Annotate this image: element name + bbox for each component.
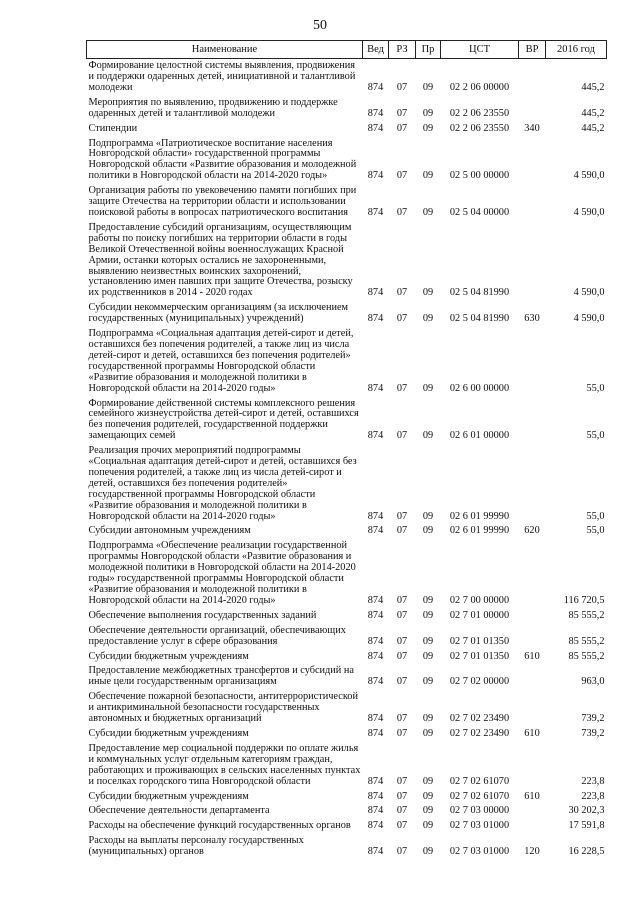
row-name: Обеспечение деятельности департамента xyxy=(88,805,270,817)
row-amount: 4 590,0 xyxy=(573,287,605,299)
table-row xyxy=(87,609,607,624)
row-rz: 07 xyxy=(396,713,408,725)
table-row xyxy=(87,804,607,819)
row-ved: 874 xyxy=(367,727,384,739)
row-name: Подпрограмма «Социальная адаптация детей-сирот и детей, оставшихся без попечения родителей, а также лиц из числа детей-сирот и детей, оставшихся без попечения родителей» государственной программы Новгородской области «Развитие образования и молодежной политики в Новгородской области на 2014-2020 годы» xyxy=(88,328,354,394)
row-cst: 02 7 01 00000 xyxy=(449,609,510,621)
row-rz: 07 xyxy=(396,820,408,832)
row-cst: 02 6 01 00000 xyxy=(449,430,510,442)
row-amount: 445,2 xyxy=(581,107,605,119)
row-amount: 4 590,0 xyxy=(573,207,605,218)
table-row xyxy=(87,397,607,445)
row-name: Обеспечение выполнения государственных заданий xyxy=(88,609,317,621)
row-vr: 630 xyxy=(524,313,540,325)
row-rz: 07 xyxy=(396,635,408,647)
row-vr: 120 xyxy=(524,846,540,858)
row-rz: 07 xyxy=(396,650,408,662)
row-rz: 07 xyxy=(396,313,408,325)
row-pr: 09 xyxy=(422,207,434,218)
row-vr: 610 xyxy=(524,790,540,802)
row-amount: 30 202,3 xyxy=(568,805,605,817)
header-rz: РЗ xyxy=(389,41,416,59)
table-row xyxy=(87,444,607,524)
row-pr: 09 xyxy=(422,170,434,182)
row-cst: 02 7 02 23490 xyxy=(449,727,510,739)
row-cst: 02 5 04 81990 xyxy=(449,313,510,325)
row-name: Субсидии бюджетным учреждениям xyxy=(88,727,249,739)
row-amount: 4 590,0 xyxy=(573,170,605,182)
row-amount: 445,2 xyxy=(581,81,605,93)
row-ved: 874 xyxy=(367,609,384,621)
row-vr xyxy=(519,690,546,727)
row-cst: 02 7 00 00000 xyxy=(449,594,510,606)
row-pr: 09 xyxy=(422,525,434,537)
row-rz: 07 xyxy=(396,594,408,606)
row-rz: 07 xyxy=(396,775,408,787)
table-row xyxy=(87,327,607,396)
row-name: Расходы на выплаты персоналу государственных (муниципальных) органов xyxy=(88,835,304,858)
row-rz: 07 xyxy=(396,170,408,182)
row-vr: 610 xyxy=(524,650,540,662)
row-name: Расходы на обеспечение функций государственных органов xyxy=(88,820,351,832)
row-vr xyxy=(519,819,546,834)
row-name: Стипендии xyxy=(88,122,138,134)
row-rz: 07 xyxy=(396,805,408,817)
row-amount: 739,2 xyxy=(581,713,605,725)
row-name: Реализация прочих мероприятий подпрограммы «Социальная адаптация детей-сирот и детей, оставшихся без попечения родителей, а также лиц из числа детей-сирот и детей, оставшихся без попечения родителей» государственной программы Новгородской области «Развитие образования и молодежной политики в Новгородской области на 2014-2020 годы» xyxy=(88,445,357,522)
row-amount: 4 590,0 xyxy=(573,313,605,325)
row-ved: 874 xyxy=(367,676,384,688)
row-amount: 17 591,8 xyxy=(568,820,605,832)
table-row xyxy=(87,819,607,834)
table-row xyxy=(87,96,607,122)
row-ved: 874 xyxy=(367,382,384,394)
row-pr: 09 xyxy=(422,727,434,739)
row-name: Подпрограмма «Патриотическое воспитание населения Новгородской области» государственной программы Новгородской области «Развитие образования и молодежной политики в Новгородской области на 2014-2020 годы» xyxy=(88,137,357,182)
row-pr: 09 xyxy=(422,287,434,299)
row-cst: 02 5 04 00000 xyxy=(449,207,510,218)
row-ved: 874 xyxy=(367,846,384,858)
row-rz: 07 xyxy=(396,122,408,134)
table-row xyxy=(87,184,607,221)
row-ved: 874 xyxy=(367,650,384,662)
header-year: 2016 год xyxy=(546,41,607,59)
row-name: Предоставление субсидий организациям, осуществляющим работы по поиску погибших на территории области в годы Великой Отечественной войны военнослужащих Красной Армии, останки которых остались не захороненными, выявлению неизвестных воинских захоронений, установлению имен павших при защите Отечества, розыску их родственников в 2014 - 2020 годах xyxy=(88,221,353,299)
table-row xyxy=(87,664,607,690)
row-vr: 340 xyxy=(524,122,540,134)
row-amount: 55,0 xyxy=(586,525,605,537)
row-ved: 874 xyxy=(367,207,384,218)
row-amount: 55,0 xyxy=(586,382,605,394)
row-name: Формирование целостной системы выявления, продвижения и поддержки одаренных детей, инициативной и талантливой молодежи xyxy=(88,60,356,93)
row-ved: 874 xyxy=(367,713,384,725)
row-pr: 09 xyxy=(422,107,434,119)
row-cst: 02 7 01 01350 xyxy=(449,635,510,647)
table-row xyxy=(87,301,607,327)
table-row xyxy=(87,790,607,805)
row-amount: 445,2 xyxy=(581,122,605,134)
row-name: Субсидии некоммерческим организациям (за исключением государственных (муниципальных) учреждений) xyxy=(88,302,349,325)
table-row xyxy=(87,221,607,301)
header-cst: ЦСТ xyxy=(441,41,519,59)
row-cst: 02 2 06 23550 xyxy=(449,122,510,134)
row-cst: 02 6 00 00000 xyxy=(449,382,510,394)
row-cst: 02 7 02 61070 xyxy=(449,775,510,787)
row-cst: 02 7 01 01350 xyxy=(449,650,510,662)
row-amount: 739,2 xyxy=(581,727,605,739)
row-pr: 09 xyxy=(422,313,434,325)
row-pr: 09 xyxy=(422,510,434,522)
header-vr: ВР xyxy=(519,41,546,59)
table-row xyxy=(87,650,607,665)
row-pr: 09 xyxy=(422,635,434,647)
row-name: Обеспечение деятельности организаций, обеспечивающих предоставление услуг в сфере образования xyxy=(88,624,346,647)
row-pr: 09 xyxy=(422,790,434,802)
row-rz: 07 xyxy=(396,609,408,621)
row-cst: 02 7 03 01000 xyxy=(449,820,510,832)
row-vr xyxy=(519,221,546,301)
row-rz: 07 xyxy=(396,510,408,522)
table-row xyxy=(87,690,607,727)
row-cst: 02 7 02 23490 xyxy=(449,713,510,725)
row-rz: 07 xyxy=(396,430,408,442)
row-ved: 874 xyxy=(367,525,384,537)
row-amount: 55,0 xyxy=(586,430,605,442)
row-vr xyxy=(519,137,546,185)
row-vr xyxy=(519,624,546,650)
row-vr xyxy=(519,59,546,96)
row-ved: 874 xyxy=(367,510,384,522)
row-rz: 07 xyxy=(396,525,408,537)
row-amount: 116 720,5 xyxy=(563,594,605,606)
row-ved: 874 xyxy=(367,313,384,325)
row-name: Субсидии автономным учреждениям xyxy=(88,525,251,537)
row-cst: 02 2 06 00000 xyxy=(449,81,510,93)
row-vr xyxy=(519,609,546,624)
row-pr: 09 xyxy=(422,676,434,688)
row-ved: 874 xyxy=(367,594,384,606)
row-vr xyxy=(519,327,546,396)
row-ved: 874 xyxy=(367,107,384,119)
row-rz: 07 xyxy=(396,846,408,858)
table-row xyxy=(87,137,607,185)
row-ved: 874 xyxy=(367,170,384,182)
row-vr xyxy=(519,184,546,221)
row-name: Организация работы по увековечению памяти погибших при защите Отечества на территории области и использовании поисковой работы в вопросах патриотического воспитания xyxy=(88,185,357,218)
row-vr xyxy=(519,96,546,122)
header-ved: Вед xyxy=(363,41,389,59)
row-cst: 02 7 02 61070 xyxy=(449,790,510,802)
table-row xyxy=(87,122,607,137)
row-pr: 09 xyxy=(422,382,434,394)
row-ved: 874 xyxy=(367,820,384,832)
row-pr: 09 xyxy=(422,650,434,662)
row-ved: 874 xyxy=(367,122,384,134)
row-ved: 874 xyxy=(367,790,384,802)
row-cst: 02 7 02 00000 xyxy=(449,676,510,688)
row-rz: 07 xyxy=(396,107,408,119)
row-pr: 09 xyxy=(422,846,434,858)
row-rz: 07 xyxy=(396,790,408,802)
row-vr xyxy=(519,444,546,524)
row-pr: 09 xyxy=(422,820,434,832)
row-pr: 09 xyxy=(422,594,434,606)
row-name: Субсидии бюджетным учреждениям xyxy=(88,650,249,662)
header-pr: Пр xyxy=(416,41,441,59)
row-cst: 02 6 01 99990 xyxy=(449,510,510,522)
row-amount: 963,0 xyxy=(581,676,605,688)
row-vr xyxy=(519,397,546,445)
header-name: Наименование xyxy=(87,41,363,59)
row-vr: 620 xyxy=(524,525,540,537)
row-pr: 09 xyxy=(422,430,434,442)
row-vr xyxy=(519,539,546,608)
row-rz: 07 xyxy=(396,727,408,739)
row-pr: 09 xyxy=(422,713,434,725)
row-ved: 874 xyxy=(367,81,384,93)
row-cst: 02 2 06 23550 xyxy=(449,107,510,119)
row-pr: 09 xyxy=(422,805,434,817)
row-cst: 02 5 04 81990 xyxy=(449,287,510,299)
table-body xyxy=(87,59,607,860)
row-ved: 874 xyxy=(367,430,384,442)
row-pr: 09 xyxy=(422,775,434,787)
row-name: Подпрограмма «Обеспечение реализации государственной программы Новгородской области «Развитие образования и молодежной политики в Новгородской области на 2014-2020 годы» государственной программы Новгородской области «Развитие образования и молодежной политики в Новгородской области на 2014-2020 годы» xyxy=(88,540,356,606)
row-vr xyxy=(519,804,546,819)
row-rz: 07 xyxy=(396,287,408,299)
table-row xyxy=(87,727,607,742)
row-pr: 09 xyxy=(422,122,434,134)
row-name: Предоставление мер социальной поддержки по оплате жилья и коммунальных услуг отдельным категориям граждан, работающих и проживающих в сельских населенных пунктах и поселках городского типа Новгородской области xyxy=(88,742,361,787)
row-amount: 85 555,2 xyxy=(568,609,605,621)
row-cst: 02 7 03 01000 xyxy=(449,846,510,858)
row-vr xyxy=(519,742,546,790)
row-name: Предоставление межбюджетных трансфертов и субсидий на иные цели государственным организациям xyxy=(88,665,354,688)
row-name: Субсидии бюджетным учреждениям xyxy=(88,790,249,802)
row-rz: 07 xyxy=(396,382,408,394)
row-ved: 874 xyxy=(367,635,384,647)
table-header-row xyxy=(87,41,607,59)
row-vr: 610 xyxy=(524,727,540,739)
row-rz: 07 xyxy=(396,676,408,688)
row-vr xyxy=(519,664,546,690)
table-row xyxy=(87,742,607,790)
row-ved: 874 xyxy=(367,805,384,817)
row-amount: 55,0 xyxy=(586,510,605,522)
row-amount: 223,8 xyxy=(581,775,605,787)
row-cst: 02 7 03 00000 xyxy=(449,805,510,817)
row-ved: 874 xyxy=(367,775,384,787)
row-ved: 874 xyxy=(367,287,384,299)
table-row xyxy=(87,59,607,96)
table-row xyxy=(87,624,607,650)
page-number: 50 xyxy=(313,18,327,33)
row-rz: 07 xyxy=(396,81,408,93)
row-name: Формирование действенной системы комплексного решения семейного жизнеустройства детей-сирот и детей, оставшихся без попечения родителей, государственной поддержки замещающих семей xyxy=(88,397,359,442)
row-amount: 16 228,5 xyxy=(568,846,605,858)
row-amount: 85 555,2 xyxy=(568,635,605,647)
row-cst: 02 5 00 00000 xyxy=(449,170,510,182)
table-row xyxy=(87,834,607,860)
row-cst: 02 6 01 99990 xyxy=(449,525,510,537)
table-row xyxy=(87,524,607,539)
table-row xyxy=(87,539,607,608)
budget-table xyxy=(86,40,607,860)
row-name: Обеспечение пожарной безопасности, антитеррористической и антикриминальной безопасности государственных автономных и бюджетных организаций xyxy=(88,691,358,725)
row-amount: 85 555,2 xyxy=(568,650,605,662)
row-amount: 223,8 xyxy=(581,790,605,802)
row-pr: 09 xyxy=(422,609,434,621)
row-name: Мероприятия по выявлению, продвижению и поддержке одаренных детей и талантливой молодежи xyxy=(88,96,338,119)
row-rz: 07 xyxy=(396,207,408,218)
row-pr: 09 xyxy=(422,81,434,93)
